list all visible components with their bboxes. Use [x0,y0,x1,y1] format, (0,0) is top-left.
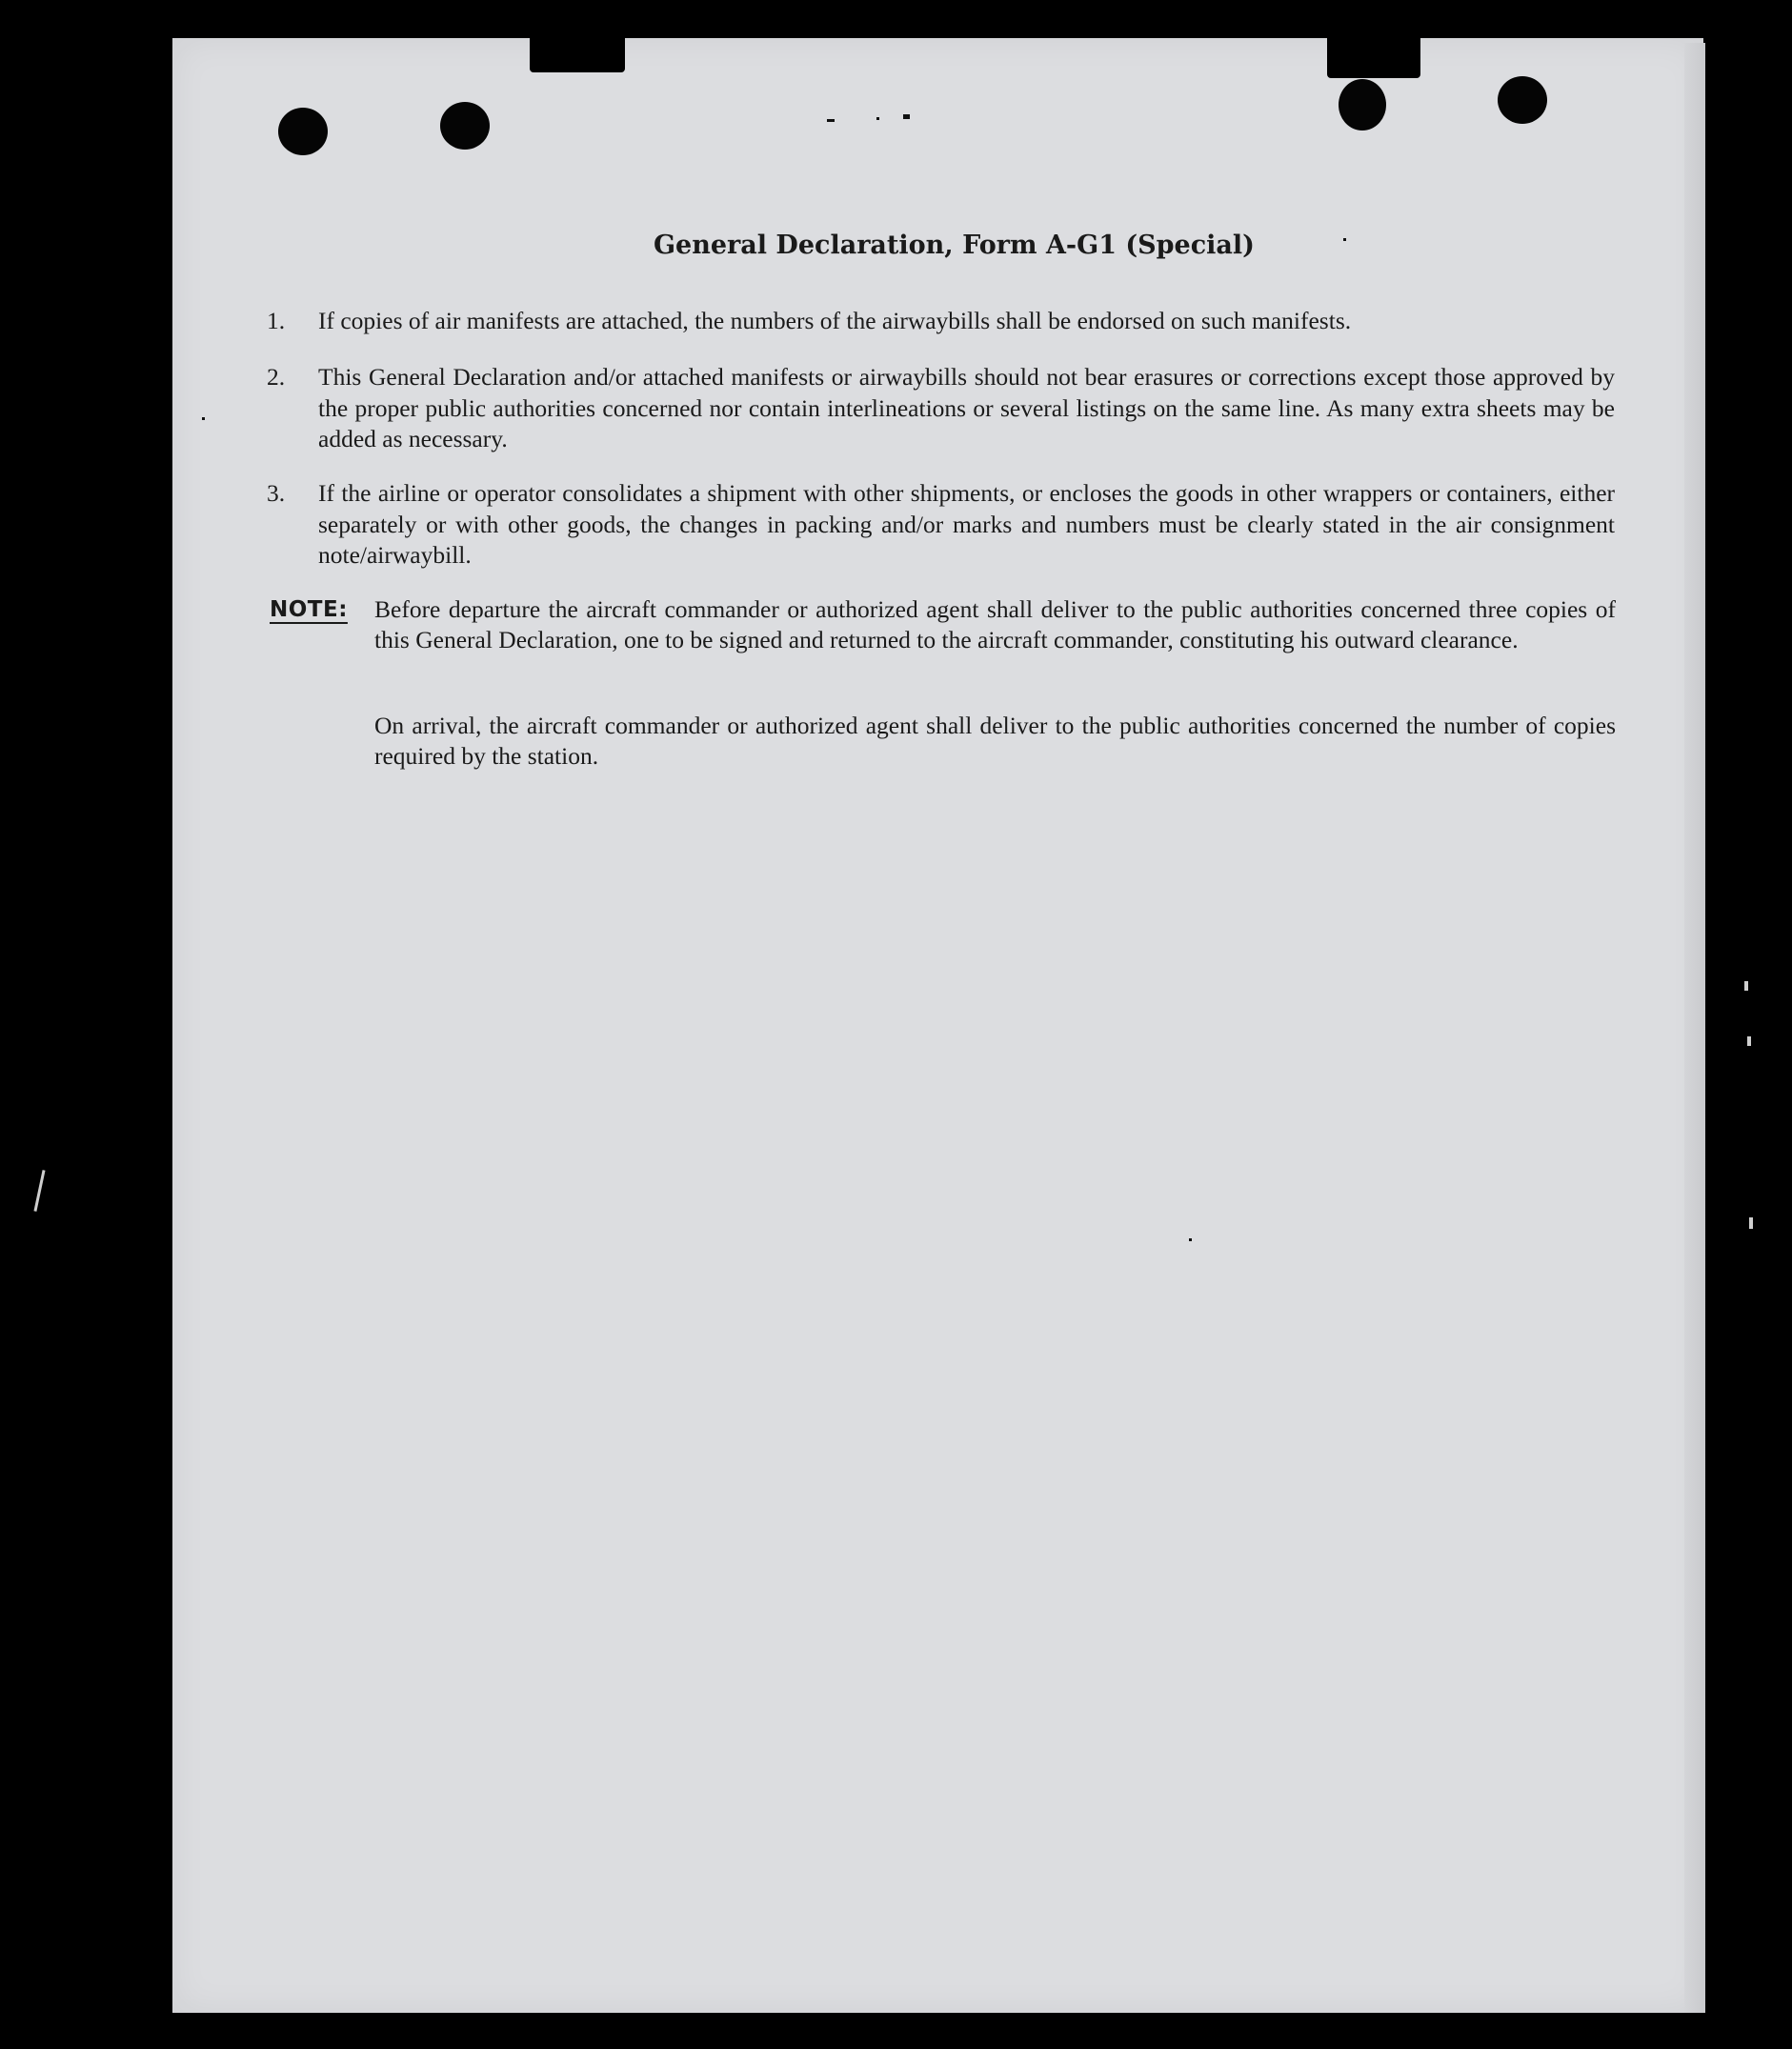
item-text: If the airline or operator consolidates a shipment with other shipments, or encloses the goods in other wrappers or containers, either separately or with other goods, the changes in packing and/or marks and numbers must be clearly stated in the air consignment note/airwaybill. [318,479,1615,569]
list-item [267,478,1615,572]
item-number: 2. [267,363,286,391]
item-text: This General Declaration and/or attached manifests or airwaybills should not bear erasures or corrections except those approved by the proper public authorities concerned nor contain interlineations or several listings on the same line. As many extra sheets may be added as necessary. [318,363,1615,452]
document-title [654,231,1255,260]
note-paragraph: On arrival, the aircraft commander or authorized agent shall deliver to the public authorities concerned the number of copies required by the station. [374,712,1616,770]
title-text: General Declaration, Form A-G1 (Special) [654,231,1255,260]
note-label: NOTE: [270,597,348,622]
note-section [270,594,1616,655]
list-item [267,306,1615,337]
item-number: 3. [267,479,286,507]
note-paragraph: Before departure the aircraft commander or authorized agent shall deliver to the public authorities concerned three copies of this General Declaration, one to be signed and returned to the aircraft commander, constituting his outward clearance. [374,595,1616,653]
list-item [267,362,1615,455]
item-number: 1. [267,307,286,334]
item-text: If copies of air manifests are attached, the numbers of the airwaybills shall be endorsed on such manifests. [318,307,1352,334]
